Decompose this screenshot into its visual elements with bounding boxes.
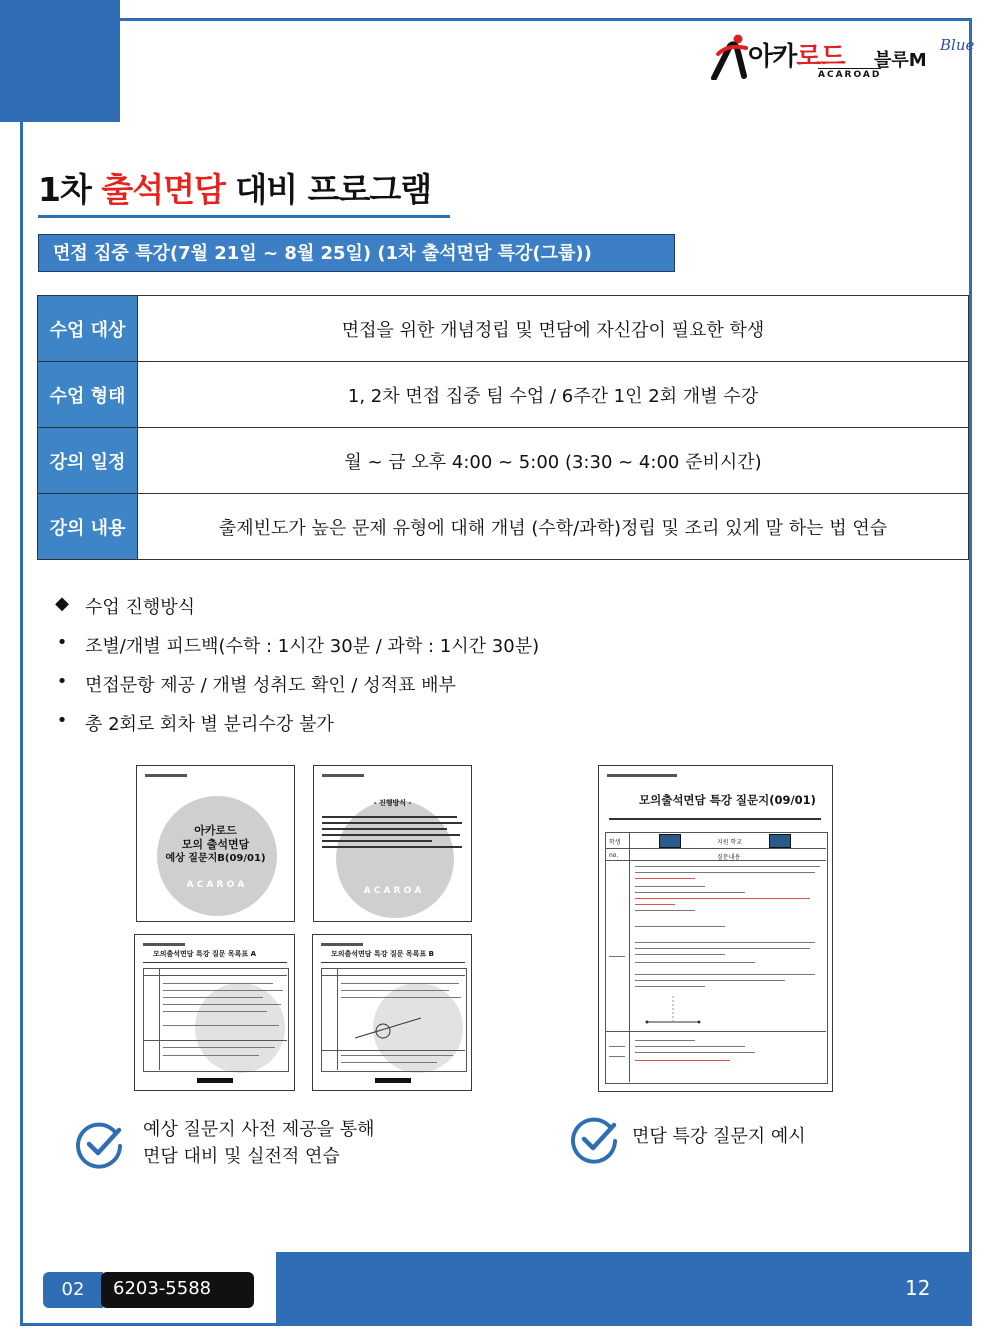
- text-line: [635, 986, 705, 987]
- text-line: [341, 997, 461, 998]
- page-bar: [197, 1078, 233, 1083]
- text-line: [635, 954, 725, 955]
- text-line: [322, 828, 447, 830]
- logo-subtext: ACAROAD: [818, 70, 882, 80]
- logo-script: Blue: [940, 36, 975, 54]
- text-line: [635, 948, 810, 949]
- table-row: [38, 362, 969, 428]
- grid-line: [605, 1031, 826, 1032]
- caption-line: 면담 특강 질문지 예시: [632, 1126, 806, 1147]
- watermark-text: A C A R O A: [363, 886, 422, 896]
- logo-suffix: 블루M: [874, 50, 927, 71]
- procedure-thumbnail: [313, 765, 472, 922]
- questionnaire-title: 모의출석면담 특강 질문지(09/01): [639, 793, 816, 807]
- rule: [321, 962, 465, 963]
- row-value: 면접을 위한 개념정립 및 면담에 자신감이 필요한 학생: [138, 296, 969, 362]
- text-line: [163, 1011, 267, 1012]
- questionnaire-thumbnail: [598, 765, 833, 1092]
- text-line: [609, 1046, 625, 1047]
- list-b-title: 모의출석면담 특강 질문 목록표 B: [331, 950, 434, 958]
- grid-line: [321, 975, 465, 976]
- caption-line: 예상 질문지 사전 제공을 통해: [143, 1119, 375, 1140]
- thumb-header: [321, 943, 363, 946]
- text-line: [163, 983, 273, 984]
- text-line: [322, 822, 462, 824]
- text-line: [322, 834, 460, 836]
- text-line: [163, 1004, 281, 1005]
- diagram-icon: [643, 992, 703, 1028]
- thumb-header: [143, 943, 185, 946]
- phone-area-code: 02: [43, 1272, 103, 1308]
- text-line: [635, 866, 820, 867]
- text-line: [635, 1040, 695, 1041]
- table-row: [38, 428, 969, 494]
- question-label: 질문내용: [717, 854, 741, 861]
- grid-line: [605, 848, 826, 849]
- grid-line: [159, 968, 160, 1070]
- text-line: [635, 926, 725, 927]
- text-line: [635, 980, 785, 981]
- text-line: [635, 878, 695, 879]
- row-label: 수업 형태: [38, 362, 138, 428]
- cover-line: 아카로드: [194, 824, 237, 837]
- check-circle-icon: [570, 1115, 620, 1165]
- question-list-a-thumbnail: [134, 934, 295, 1091]
- text-line: [635, 872, 815, 873]
- text-line: [635, 1046, 745, 1047]
- text-line: [609, 1056, 625, 1057]
- page-number: 12: [905, 1276, 931, 1300]
- text-line: [341, 1062, 437, 1063]
- dot-bullet-icon: •: [56, 632, 68, 653]
- text-line: [635, 886, 705, 887]
- dot-bullet-icon: •: [56, 671, 68, 692]
- grid-line: [605, 860, 826, 861]
- text-line: [609, 956, 625, 957]
- text-line: [163, 1055, 259, 1056]
- thumb-header: [322, 774, 364, 777]
- text-line: [635, 974, 815, 975]
- table-row: [38, 494, 969, 560]
- diagram-icon: [353, 1013, 423, 1043]
- text-line: [322, 840, 432, 842]
- text-line: [635, 892, 745, 893]
- row-label: 수업 대상: [38, 296, 138, 362]
- list-a-title: 모의출석면담 특강 질문 목록표 A: [153, 950, 257, 958]
- thumb-header: [607, 774, 677, 777]
- text-line: [322, 816, 457, 818]
- logo-wordmark: 아카로드: [748, 42, 845, 72]
- acaroad-logo: [708, 28, 978, 84]
- question-list-b-thumbnail: [312, 934, 472, 1091]
- title-underline: [38, 215, 450, 218]
- title-rule: [609, 818, 821, 820]
- grid-line: [143, 975, 287, 976]
- row-value: 월 ~ 금 오후 4:00 ~ 5:00 (3:30 ~ 4:00 준비시간): [138, 428, 969, 494]
- watermark-text: A C A R O A: [186, 880, 245, 890]
- caption-line: 면담 대비 및 실전적 연습: [143, 1146, 340, 1167]
- no-label: no.: [609, 852, 619, 859]
- row-label: 강의 일정: [38, 428, 138, 494]
- student-label: 학생: [609, 839, 621, 846]
- text-line: [635, 1060, 730, 1061]
- rule: [143, 962, 287, 963]
- table-row: [38, 296, 969, 362]
- left-caption: [75, 1120, 405, 1176]
- thumb-header: [145, 774, 187, 777]
- text-line: [635, 962, 755, 963]
- program-subtitle: 면접 집중 특강(7월 21일 ~ 8월 25일) (1차 출석면담 특강(그룹)): [38, 234, 675, 272]
- diamond-bullet-icon: ◆: [55, 593, 69, 614]
- footer-band: [276, 1252, 972, 1326]
- text-line: [163, 1047, 275, 1048]
- phone-number: 6203-5588: [101, 1272, 254, 1308]
- procedure-title: - 진행방식 -: [373, 799, 412, 807]
- text-line: [322, 846, 462, 848]
- dot-bullet-icon: •: [56, 710, 68, 731]
- text-line: [635, 1052, 755, 1053]
- cover-thumbnail: [136, 765, 295, 922]
- row-value: 출제빈도가 높은 문제 유형에 대해 개념 (수학/과학)정립 및 조리 있게 말 하는 법 연습: [138, 494, 969, 560]
- text-line: [341, 990, 449, 991]
- text-line: [635, 942, 815, 943]
- page-title: 1차 출석면담 대비 프로그램: [38, 170, 432, 209]
- text-line: [341, 983, 459, 984]
- blank-field: [769, 834, 791, 848]
- text-line: [163, 990, 283, 991]
- page-bar: [375, 1078, 411, 1083]
- text-line: [163, 997, 263, 998]
- blank-field: [659, 834, 681, 848]
- runner-icon: [708, 32, 750, 80]
- cover-line: 모의 출석면담: [181, 838, 250, 851]
- corner-decoration: [0, 0, 120, 122]
- check-circle-icon: [75, 1120, 125, 1170]
- program-info-table: [37, 295, 969, 560]
- grid-line: [143, 1040, 287, 1041]
- school-label: 지원 학교: [717, 839, 743, 846]
- row-label: 강의 내용: [38, 494, 138, 560]
- right-caption: [570, 1115, 830, 1171]
- cover-line: 예상 질문지B(09/01): [165, 853, 266, 864]
- text-line: [341, 1055, 453, 1056]
- grid-line: [321, 1050, 465, 1051]
- row-value: 1, 2차 면접 집중 팀 수업 / 6주간 1인 2회 개별 수강: [138, 362, 969, 428]
- text-line: [635, 898, 810, 899]
- text-line: [163, 1025, 279, 1026]
- text-line: [635, 904, 675, 905]
- grid-line: [629, 832, 630, 1082]
- text-line: [635, 910, 695, 911]
- grid-line: [337, 968, 338, 1070]
